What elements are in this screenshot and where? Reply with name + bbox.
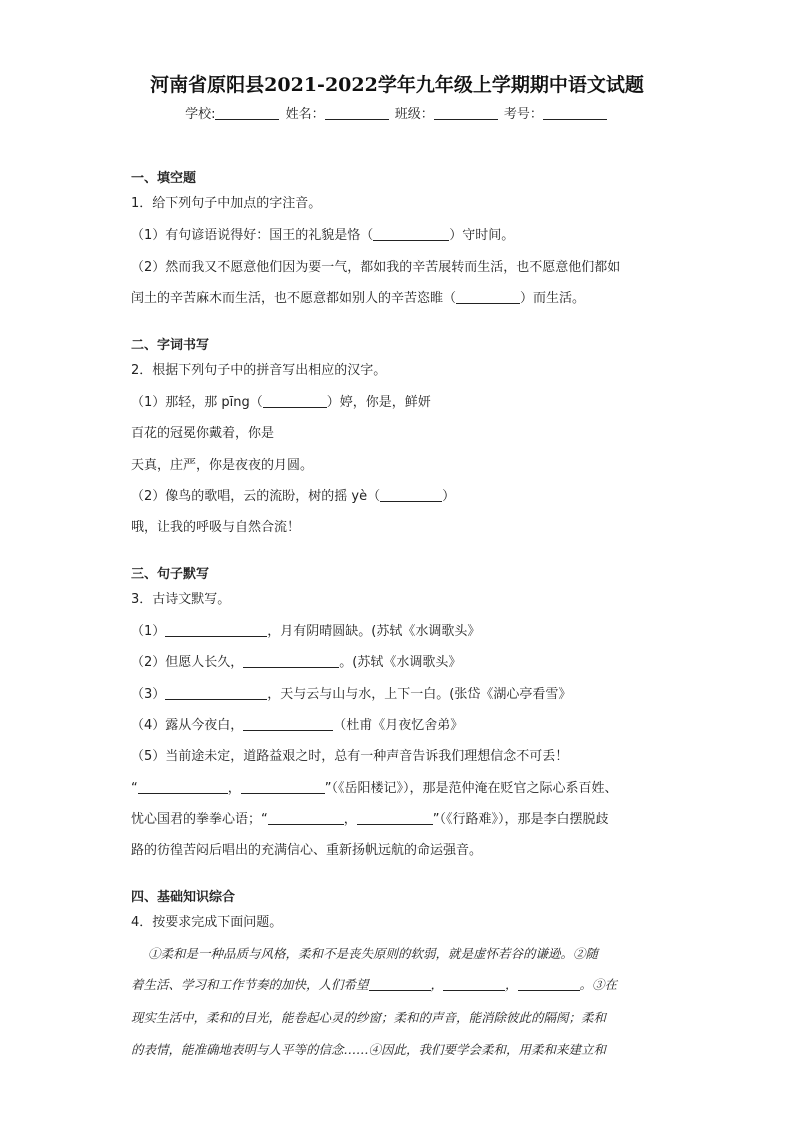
section-heading-fill-blank: 一、填空题 — [131, 171, 197, 186]
page-title: 河南省原阳县2021-2022学年九年级上学期期中语文试题 — [150, 74, 644, 96]
text-segment: （杜甫《月夜忆舍弟》 — [333, 718, 464, 733]
exam-no-label: 考号： — [503, 107, 543, 122]
answer-blank[interactable] — [373, 228, 449, 241]
answer-blank[interactable] — [380, 489, 442, 502]
recitation-item-5: （5）当前途未定，道路益艰之时，总有一种声音告诉我们理想信念不可丢！ — [131, 749, 569, 764]
text-segment: （4）露从今夜白， — [131, 718, 244, 733]
text-segment: （1）有句谚语说得好：国王的礼貌是恪（ — [131, 228, 374, 243]
answer-blank[interactable] — [443, 978, 505, 991]
text-segment: “ — [131, 781, 138, 796]
answer-blank[interactable] — [456, 291, 520, 304]
answer-blank[interactable] — [243, 718, 333, 731]
text-segment: ， — [227, 781, 241, 796]
passage-line-3: 现实生活中，柔和的目光，能卷起心灵的纱窗；柔和的声音，能消除彼此的隔阂；柔和 — [131, 1010, 607, 1025]
question-1-prompt: 1．给下列句子中加点的字注音。 — [131, 196, 322, 211]
text-segment: 。(苏轼《水调歌头》 — [339, 655, 462, 670]
text-segment: ”（《岳阳楼记》），那是范仲淹在贬官之际心系百姓、 — [324, 781, 618, 796]
name-blank[interactable] — [325, 107, 389, 120]
text-segment: ）守时间。 — [449, 228, 515, 243]
text-segment: ， — [505, 977, 518, 992]
question-4-prompt: 4．按要求完成下面问题。 — [131, 915, 283, 930]
recitation-item-5-line-2 — [131, 777, 618, 796]
answer-blank[interactable] — [241, 781, 325, 794]
text-segment: ”（《行路难》），那是李白摆脱歧 — [432, 812, 609, 827]
school-label: 学校: — [185, 107, 216, 122]
passage-line-1: ①柔和是一种品质与风格，柔和不是丧失原则的软弱，就是虚怀若谷的谦逊。②随 — [148, 946, 599, 961]
name-label: 姓名： — [285, 107, 325, 122]
text-segment: ，月有阴晴圆缺。(苏轼《水调歌头》 — [267, 624, 481, 639]
question-1-item-1 — [131, 224, 514, 243]
text-segment: ，天与云与山与水，上下一白。(张岱《湖心亭看雪》 — [267, 687, 572, 702]
answer-blank[interactable] — [165, 687, 267, 700]
school-blank[interactable] — [215, 107, 279, 120]
text-segment: （1） — [131, 624, 166, 639]
poem-line-4 — [131, 485, 455, 504]
section-heading-recitation: 三、句子默写 — [131, 567, 210, 582]
exam-no-blank[interactable] — [543, 107, 607, 120]
text-segment: ） — [442, 489, 456, 504]
question-2-prompt: 2．根据下列句子中的拼音写出相应的汉字。 — [131, 363, 387, 378]
text-segment: ， — [430, 977, 444, 992]
question-3-prompt: 3．古诗文默写。 — [131, 592, 231, 607]
passage-line-2 — [131, 975, 661, 993]
text-segment: （3） — [131, 687, 166, 702]
text-segment: 着生活、学习和工作节奏的加快，人们希望 — [131, 977, 369, 992]
text-segment: ）婷，你是，鲜妍 — [326, 395, 431, 410]
poem-line-3: 天真，庄严，你是夜夜的月圆。 — [131, 458, 314, 473]
section-heading-word-writing: 二、字词书写 — [131, 338, 210, 353]
recitation-item-4 — [131, 714, 463, 733]
answer-blank[interactable] — [263, 395, 327, 408]
text-segment: （2）但愿人长久， — [131, 655, 244, 670]
student-info-line — [0, 103, 794, 122]
answer-blank[interactable] — [357, 812, 433, 825]
poem-line-1 — [131, 391, 431, 410]
recitation-item-3 — [131, 683, 571, 702]
text-segment: 。③在 — [579, 977, 618, 992]
text-segment: 忧心国君的拳拳心语；“ — [131, 812, 268, 827]
section-heading-basic-knowledge: 四、基础知识综合 — [131, 890, 236, 905]
text-segment: ）而生活。 — [520, 291, 586, 306]
passage-line-4: 的表情，能准确地表明与人平等的信念……④因此，我们要学会柔和，用柔和来建立和 — [131, 1042, 607, 1057]
class-label: 班级： — [394, 107, 434, 122]
answer-blank[interactable] — [369, 978, 431, 991]
recitation-item-1 — [131, 620, 480, 639]
question-1-item-2: （2）然而我又不愿意他们因为要一气，都如我的辛苦展转而生活，也不愿意他们都如 — [131, 260, 621, 275]
answer-blank[interactable] — [138, 781, 228, 794]
answer-blank[interactable] — [243, 655, 339, 668]
answer-blank[interactable] — [518, 978, 580, 991]
poem-line-5: 哦，让我的呼吸与自然合流！ — [131, 520, 301, 535]
answer-blank[interactable] — [268, 812, 344, 825]
text-segment: （2）像鸟的歌唱，云的流盼，树的摇 yè（ — [131, 489, 381, 504]
recitation-item-5-line-3 — [131, 808, 609, 827]
recitation-item-2 — [131, 651, 461, 670]
question-1-item-2-cont — [131, 287, 585, 306]
text-segment: （1）那轻，那 pīng（ — [131, 395, 263, 410]
class-blank[interactable] — [434, 107, 498, 120]
text-segment: ， — [343, 812, 357, 827]
text-segment: 闰土的辛苦麻木而生活，也不愿意都如别人的辛苦恣睢（ — [131, 291, 457, 306]
recitation-item-5-line-4: 路的彷徨苦闷后唱出的充满信心、重新扬帆远航的命运强音。 — [131, 843, 483, 858]
poem-line-2: 百花的冠冕你戴着，你是 — [131, 426, 275, 441]
answer-blank[interactable] — [165, 624, 267, 637]
